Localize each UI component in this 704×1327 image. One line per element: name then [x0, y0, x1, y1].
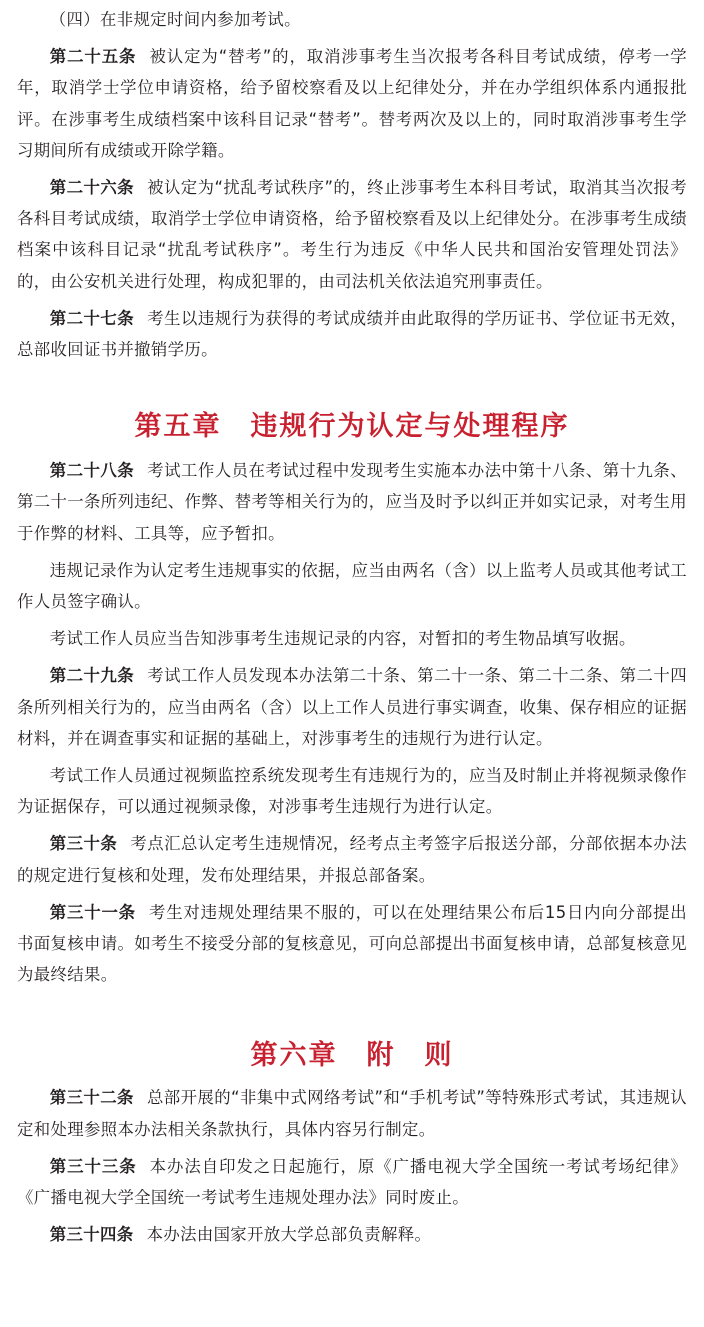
- article-number: 第三十二条: [49, 1088, 134, 1108]
- article-text: 考点汇总认定考生违规情况，经考点主考签字后报送分部，分部依据本办法的规定进行复核和处理，发布处理结果，并报总部备案。: [17, 834, 687, 885]
- article-31: [17, 897, 687, 991]
- article-text: 本办法由国家开放大学总部负责解释。: [146, 1225, 432, 1245]
- article-30: [17, 828, 687, 890]
- article-29: [17, 660, 687, 754]
- article-text: 考生对违规处理结果不服的，可以在处理结果公布后15日内向分部提出书面复核申请。如考生不接受分部的复核意见，可向总部提出书面复核申请，总部复核意见为最终结果。: [17, 902, 687, 985]
- paragraph-violation-record: [17, 555, 687, 617]
- article-number: 第三十四条: [49, 1225, 134, 1245]
- chapter-6-heading: 第六章 附 则: [250, 1040, 454, 1072]
- article-text: 本办法自印发之日起施行，原《广播电视大学全国统一考试考场纪律》《广播电视大学全国统一考试考生违规处理办法》同时废止。: [17, 1156, 687, 1208]
- article-33: [17, 1151, 687, 1213]
- article-26: [17, 172, 687, 297]
- article-text: 总部开展的“非集中式网络考试”和“手机考试”等特殊形式考试，其违规认定和处理参照本办法相关条款执行，具体内容另行制定。: [17, 1088, 687, 1139]
- article-number: 第二十六条: [49, 178, 135, 198]
- article-text: 考生以违规行为获得的考试成绩并由此取得的学历证书、学位证书无效，总部收回证书并撤销学历。: [17, 308, 687, 360]
- paragraph-notify-record: [17, 623, 687, 654]
- article-28: [17, 455, 687, 549]
- document-page: [17, 0, 687, 1251]
- article-number: 第二十九条: [49, 666, 135, 686]
- article-number: 第三十三条: [49, 1156, 137, 1176]
- chapter-5-heading: 第五章 违规行为认定与处理程序: [134, 411, 570, 443]
- paragraph-text: 考试工作人员通过视频监控系统发现考生有违规行为的，应当及时制止并将视频录像作为证据保存，可以通过视频录像，对涉事考生违规行为进行认定。: [17, 766, 687, 817]
- article-27: [17, 303, 687, 365]
- article-number: 第二十五条: [49, 47, 137, 67]
- article-text: 考试工作人员发现本办法第二十条、第二十一条、第二十二条、第二十四条所列相关行为的，应当由两名（含）以上工作人员进行事实调查，收集、保存相应的证据材料，并在调查事实和证据的基础上，对涉事考生的违规行为进行认定。: [17, 666, 687, 748]
- article-text: 考试工作人员在考试过程中发现考生实施本办法中第十八条、第十九条、第二十一条所列违纪、作弊、替考等相关行为的，应当及时予以纠正并如实记录，对考生用于作弊的材料、工具等，应予暂扣。: [17, 461, 687, 543]
- paragraph-video-surveillance: [17, 760, 687, 822]
- paragraph-text: （四）在非规定时间内参加考试。: [49, 10, 301, 29]
- article-number: 第三十条: [49, 834, 118, 854]
- article-25: [17, 41, 687, 166]
- paragraph-text: 考试工作人员应当告知涉事考生违规记录的内容，对暂扣的考生物品填写收据。: [49, 629, 636, 649]
- article-number: 第三十一条: [49, 902, 136, 922]
- article-number: 第二十八条: [49, 461, 135, 481]
- article-number: 第二十七条: [49, 308, 135, 328]
- article-34: [17, 1219, 687, 1250]
- article-text: 被认定为“替考”的，取消涉事考生当次报考各科目考试成绩，停考一学年，取消学士学位申请资格，给予留校察看及以上纪律处分，并在办学组织体系内通报批评。在涉事考生成绩档案中该科目记录“替考”。替考两次及以上的，同时取消涉事考生学习期间所有成绩或开除学籍。: [17, 47, 688, 160]
- paragraph-item-4: [17, 4, 687, 35]
- article-32: [17, 1082, 687, 1144]
- article-text: 被认定为“扰乱考试秩序”的，终止涉事考生本科目考试，取消其当次报考各科目考试成绩，取消学士学位申请资格，给予留校察看及以上纪律处分。在涉事考生成绩档案中该科目记录“扰乱考试秩序”。考生行为违反《中华人民共和国治安管理处罚法》的，由公安机关进行处理，构成犯罪的，由司法机关依法追究刑事责任。: [17, 178, 688, 291]
- paragraph-text: 违规记录作为认定考生违规事实的依据，应当由两名（含）以上监考人员或其他考试工作人员签字确认。: [17, 560, 687, 612]
